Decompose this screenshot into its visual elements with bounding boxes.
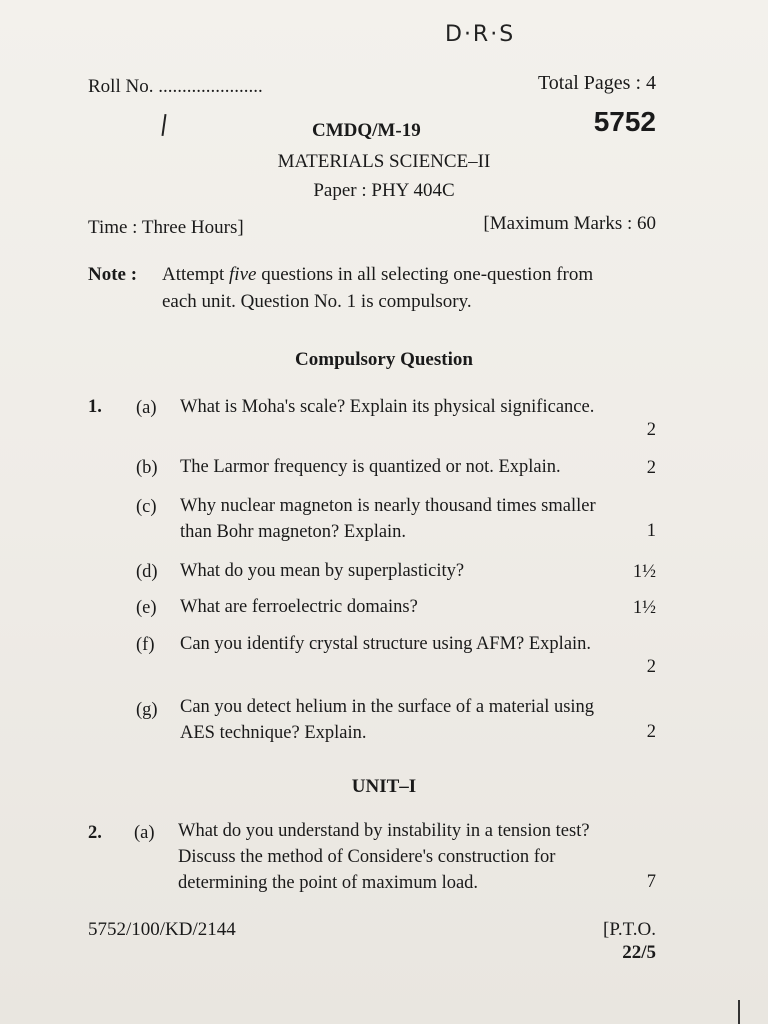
maximum-marks: [Maximum Marks : 60 <box>483 213 656 234</box>
part-g-label: (g) <box>136 700 158 720</box>
footer-date: 22/5 <box>622 942 656 963</box>
part-f-text: Can you identify crystal structure using AFM? Explain. <box>180 634 592 654</box>
part-g-text-2: AES technique? Explain. <box>180 723 367 743</box>
paper-number: 5752 <box>593 106 656 137</box>
part-b-text: The Larmor frequency is quantized or not. Explain. <box>180 457 561 477</box>
part-d-marks: 1½ <box>632 562 656 582</box>
q2-part-a-line-2: Discuss the method of Considere's construction for <box>178 847 556 867</box>
part-a-marks: 2 <box>646 420 656 440</box>
paper-code: CMDQ/M-19 <box>312 120 421 141</box>
q2-part-a-line-1: What do you understand by instability in a tension test? <box>178 821 590 841</box>
part-e-label: (e) <box>136 598 157 618</box>
q2-part-a-line-3: determining the point of maximum load. <box>178 873 479 893</box>
compulsory-heading: Compulsory Question <box>295 349 473 370</box>
part-d-label: (d) <box>136 562 158 582</box>
q2-part-a-marks: 7 <box>646 872 656 892</box>
handwritten-initials: D·R·S <box>445 22 516 47</box>
q2-part-a-label: (a) <box>134 823 155 843</box>
unit-1-heading: UNIT–I <box>351 776 417 797</box>
part-e-text: What are ferroelectric domains? <box>180 597 418 617</box>
pen-stroke <box>738 1000 740 1024</box>
note-line-2: each unit. Question No. 1 is compulsory. <box>162 291 472 312</box>
part-f-label: (f) <box>136 635 155 655</box>
pen-mark <box>161 114 166 136</box>
question-number-1: 1. <box>88 397 102 417</box>
part-b-marks: 2 <box>646 458 656 478</box>
note-line-1: Attempt five questions in all selecting one-question from <box>162 264 594 285</box>
question-number-2: 2. <box>88 823 102 843</box>
total-pages: Total Pages : 4 <box>537 72 656 94</box>
part-c-label: (c) <box>136 497 157 517</box>
paper-line: Paper : PHY 404C <box>313 180 455 201</box>
part-f-marks: 2 <box>646 657 656 677</box>
note-label: Note : <box>88 264 138 285</box>
roll-no: Roll No. ...................... <box>88 76 263 97</box>
part-g-marks: 2 <box>646 722 656 742</box>
part-e-marks: 1½ <box>632 598 656 618</box>
footer-pto: [P.T.O. <box>603 919 656 940</box>
part-c-text-2: than Bohr magneton? Explain. <box>180 522 407 542</box>
part-d-text: What do you mean by superplasticity? <box>180 561 465 581</box>
footer-code: 5752/100/KD/2144 <box>88 919 236 940</box>
time-allowed: Time : Three Hours] <box>88 217 244 238</box>
part-b-label: (b) <box>136 458 158 478</box>
part-c-text-1: Why nuclear magneton is nearly thousand times smaller <box>180 496 596 516</box>
part-a-text: What is Moha's scale? Explain its physical significance. <box>180 397 595 417</box>
subject-title: MATERIALS SCIENCE–II <box>277 151 491 172</box>
part-g-text-1: Can you detect helium in the surface of a material using <box>180 697 595 717</box>
part-a-label: (a) <box>136 398 157 418</box>
part-c-marks: 1 <box>646 521 656 541</box>
